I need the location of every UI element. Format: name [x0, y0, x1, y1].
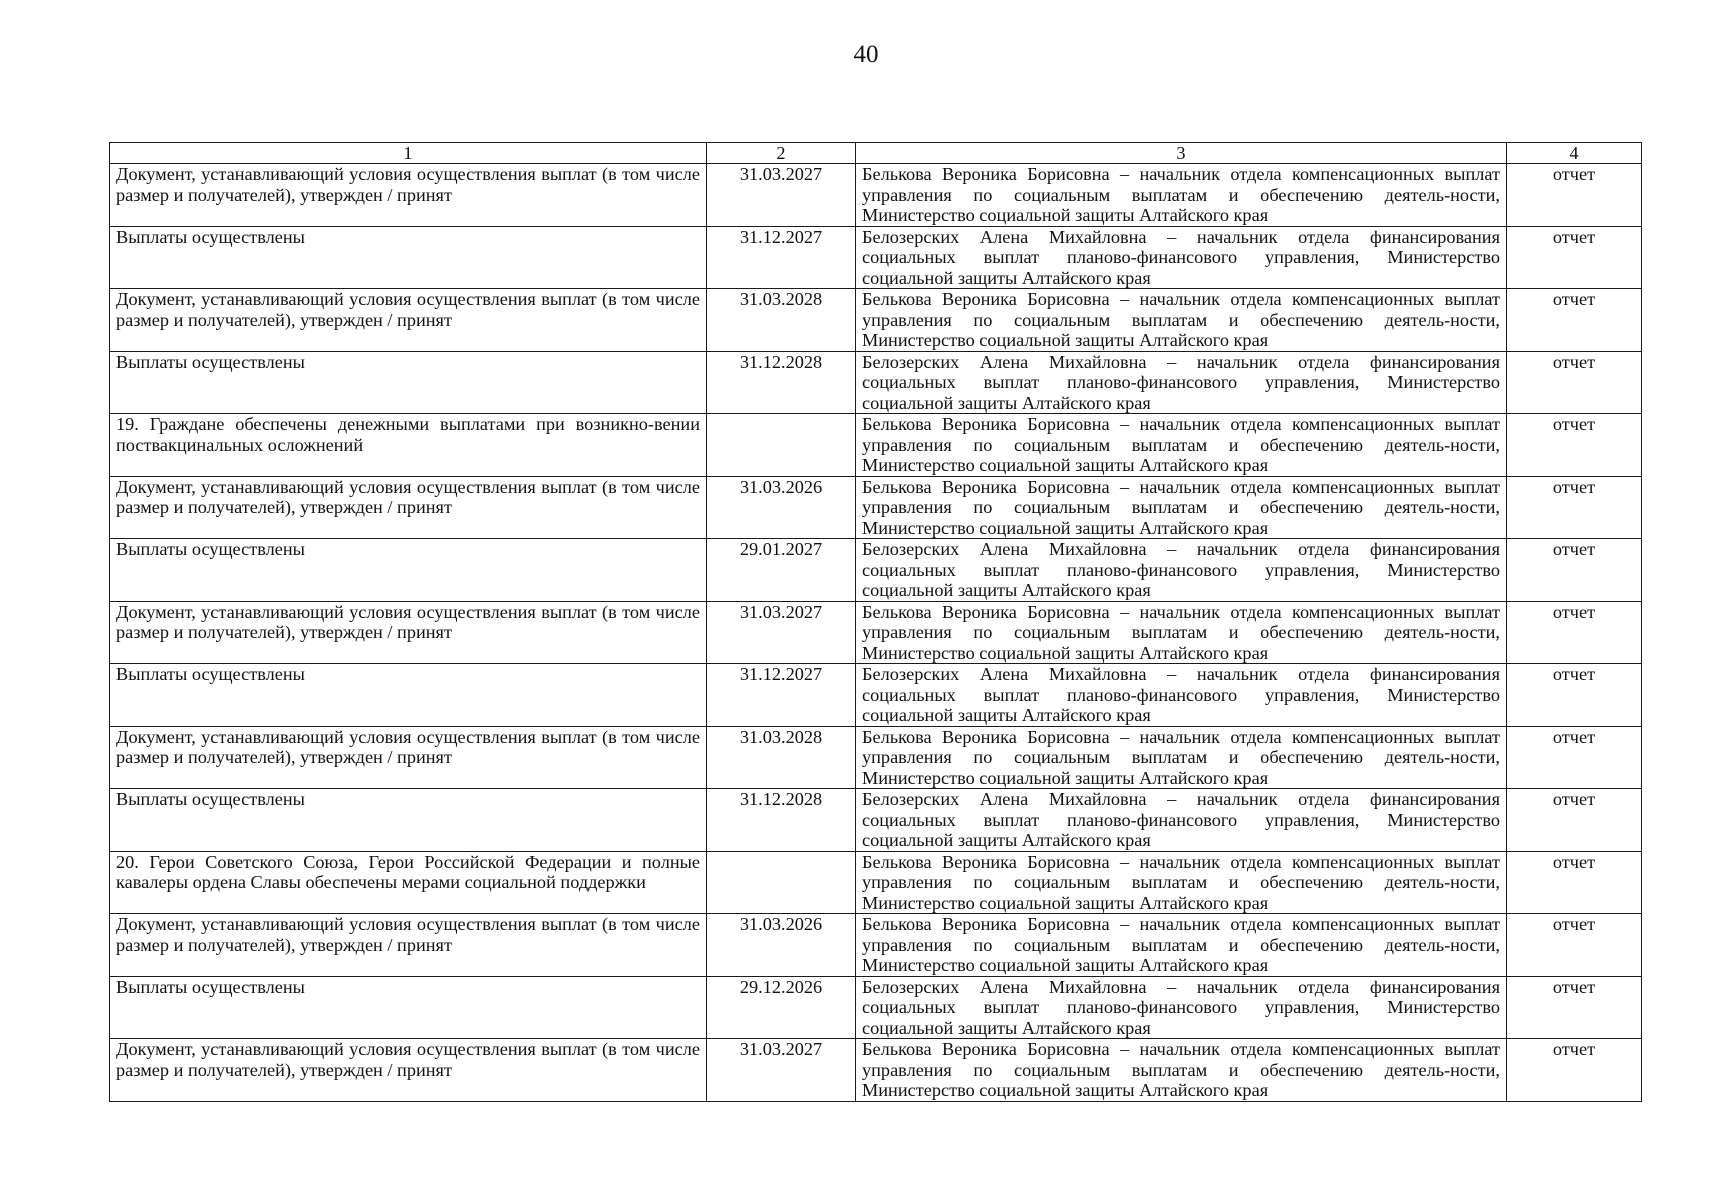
date-cell: 31.03.2027 [707, 1039, 856, 1102]
responsible-cell: Белькова Вероника Борисовна – начальник отдела компенсационных выплат управления по социальным выплатам и обеспечению деятель-ности, Министерство социальной защиты Алтайского края [856, 164, 1507, 227]
responsible-cell: Белозерских Алена Михайловна – начальник отдела финансирования социальных выплат планово-финансового управления, Министерство социальной защиты Алтайского края [856, 539, 1507, 602]
date-cell: 31.03.2028 [707, 289, 856, 352]
event-cell: Документ, устанавливающий условия осуществления выплат (в том числе размер и получателей), утвержден / принят [110, 476, 707, 539]
responsible-cell: Белькова Вероника Борисовна – начальник отдела компенсационных выплат управления по социальным выплатам и обеспечению деятель-ности, Министерство социальной защиты Алтайского края [856, 914, 1507, 977]
header-row [110, 143, 1642, 164]
event-cell: Выплаты осуществлены [110, 789, 707, 852]
event-cell: Документ, устанавливающий условия осуществления выплат (в том числе размер и получателей), утвержден / принят [110, 1039, 707, 1102]
date-cell: 31.03.2027 [707, 601, 856, 664]
control-type-cell: отчет [1507, 914, 1642, 977]
column-header-1: 1 [110, 143, 707, 164]
event-cell: Выплаты осуществлены [110, 539, 707, 602]
table-row [110, 164, 1642, 227]
responsible-cell: Белькова Вероника Борисовна – начальник отдела компенсационных выплат управления по социальным выплатам и обеспечению деятель-ности, Министерство социальной защиты Алтайского края [856, 851, 1507, 914]
control-type-cell: отчет [1507, 1039, 1642, 1102]
date-cell: 31.12.2027 [707, 664, 856, 727]
date-cell: 31.03.2028 [707, 726, 856, 789]
table-row [110, 539, 1642, 602]
responsible-cell: Белозерских Алена Михайловна – начальник отдела финансирования социальных выплат планово-финансового управления, Министерство социальной защиты Алтайского края [856, 664, 1507, 727]
responsible-cell: Белькова Вероника Борисовна – начальник отдела компенсационных выплат управления по социальным выплатам и обеспечению деятель-ности, Министерство социальной защиты Алтайского края [856, 476, 1507, 539]
event-cell: Выплаты осуществлены [110, 664, 707, 727]
responsible-cell: Белькова Вероника Борисовна – начальник отдела компенсационных выплат управления по социальным выплатам и обеспечению деятель-ности, Министерство социальной защиты Алтайского края [856, 601, 1507, 664]
date-cell: 31.12.2028 [707, 351, 856, 414]
control-type-cell: отчет [1507, 351, 1642, 414]
table-row [110, 226, 1642, 289]
table-row [110, 1039, 1642, 1102]
control-type-cell: отчет [1507, 601, 1642, 664]
control-type-cell: отчет [1507, 289, 1642, 352]
date-cell [707, 851, 856, 914]
date-cell: 31.12.2028 [707, 789, 856, 852]
table-row [110, 414, 1642, 477]
control-type-cell: отчет [1507, 851, 1642, 914]
event-cell: 19. Граждане обеспечены денежными выплатами при возникно-вении поствакцинальных осложнений [110, 414, 707, 477]
responsible-cell: Белозерских Алена Михайловна – начальник отдела финансирования социальных выплат планово-финансового управления, Министерство социальной защиты Алтайского края [856, 789, 1507, 852]
date-cell: 31.12.2027 [707, 226, 856, 289]
responsible-cell: Белькова Вероника Борисовна – начальник отдела компенсационных выплат управления по социальным выплатам и обеспечению деятель-ности, Министерство социальной защиты Алтайского края [856, 726, 1507, 789]
responsible-cell: Белозерских Алена Михайловна – начальник отдела финансирования социальных выплат планово-финансового управления, Министерство социальной защиты Алтайского края [856, 976, 1507, 1039]
control-type-cell: отчет [1507, 226, 1642, 289]
table-row [110, 726, 1642, 789]
table-row [110, 351, 1642, 414]
event-cell: Документ, устанавливающий условия осуществления выплат (в том числе размер и получателей), утвержден / принят [110, 289, 707, 352]
event-cell: 20. Герои Советского Союза, Герои Российской Федерации и полные кавалеры ордена Славы обеспечены мерами социальной поддержки [110, 851, 707, 914]
date-cell: 31.03.2027 [707, 164, 856, 227]
control-type-cell: отчет [1507, 726, 1642, 789]
control-type-cell: отчет [1507, 789, 1642, 852]
event-cell: Документ, устанавливающий условия осуществления выплат (в том числе размер и получателей), утвержден / принят [110, 164, 707, 227]
column-header-2: 2 [707, 143, 856, 164]
event-cell: Документ, устанавливающий условия осуществления выплат (в том числе размер и получателей), утвержден / принят [110, 914, 707, 977]
responsible-cell: Белозерских Алена Михайловна – начальник отдела финансирования социальных выплат планово-финансового управления, Министерство социальной защиты Алтайского края [856, 226, 1507, 289]
event-cell: Выплаты осуществлены [110, 976, 707, 1039]
control-type-cell: отчет [1507, 414, 1642, 477]
date-cell: 29.12.2026 [707, 976, 856, 1039]
date-cell [707, 414, 856, 477]
event-cell: Документ, устанавливающий условия осуществления выплат (в том числе размер и получателей), утвержден / принят [110, 601, 707, 664]
control-type-cell: отчет [1507, 476, 1642, 539]
table-body [110, 164, 1642, 1102]
event-cell: Выплаты осуществлены [110, 351, 707, 414]
table-row [110, 914, 1642, 977]
table-row [110, 789, 1642, 852]
table-row [110, 851, 1642, 914]
table-row [110, 601, 1642, 664]
table-row [110, 476, 1642, 539]
date-cell: 31.03.2026 [707, 914, 856, 977]
control-type-cell: отчет [1507, 976, 1642, 1039]
responsible-cell: Белькова Вероника Борисовна – начальник отдела компенсационных выплат управления по социальным выплатам и обеспечению деятель-ности, Министерство социальной защиты Алтайского края [856, 289, 1507, 352]
table-row [110, 289, 1642, 352]
table-row [110, 976, 1642, 1039]
responsible-cell: Белькова Вероника Борисовна – начальник отдела компенсационных выплат управления по социальным выплатам и обеспечению деятель-ности, Министерство социальной защиты Алтайского края [856, 414, 1507, 477]
responsible-cell: Белькова Вероника Борисовна – начальник отдела компенсационных выплат управления по социальным выплатам и обеспечению деятель-ности, Министерство социальной защиты Алтайского края [856, 1039, 1507, 1102]
event-cell: Выплаты осуществлены [110, 226, 707, 289]
date-cell: 29.01.2027 [707, 539, 856, 602]
control-type-cell: отчет [1507, 164, 1642, 227]
control-type-cell: отчет [1507, 664, 1642, 727]
event-cell: Документ, устанавливающий условия осуществления выплат (в том числе размер и получателей), утвержден / принят [110, 726, 707, 789]
table-row [110, 664, 1642, 727]
date-cell: 31.03.2026 [707, 476, 856, 539]
responsible-cell: Белозерских Алена Михайловна – начальник отдела финансирования социальных выплат планово-финансового управления, Министерство социальной защиты Алтайского края [856, 351, 1507, 414]
column-header-3: 3 [856, 143, 1507, 164]
control-type-cell: отчет [1507, 539, 1642, 602]
control-points-table [109, 142, 1642, 1102]
column-header-4: 4 [1507, 143, 1642, 164]
page-number: 40 [853, 41, 879, 68]
